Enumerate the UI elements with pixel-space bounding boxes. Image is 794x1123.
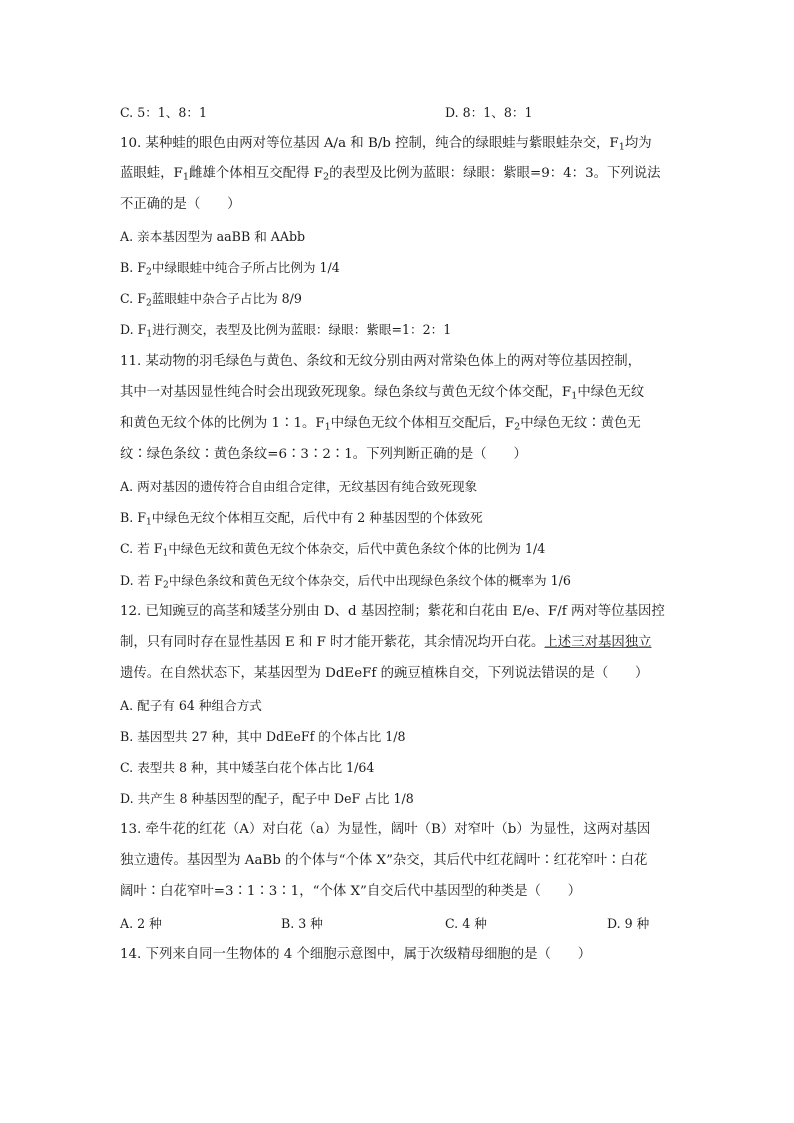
q12-stem-line-3: 遗传。在自然状态下，某基因型为 DdEeFf 的豌豆植株自交，下列说法错误的是（ ）	[120, 666, 649, 681]
q10-text: 蓝眼蛙，F	[120, 166, 183, 181]
q11-sub: 1	[324, 421, 331, 433]
q10-text: 蓝眼蛙中杂合子占比为 8/9	[151, 291, 302, 306]
q10-text: C. F	[120, 291, 146, 306]
q13-stem-line-3: 阔叶∶白花窄叶=3∶1∶3∶1，“个体 X”自交后代中基因型的种类是（ ）	[120, 884, 582, 899]
q10-text: 均为	[624, 136, 652, 151]
q10-option-a: A. 亲本基因型为 aaBB 和 AAbb	[120, 229, 306, 244]
q10-text: B. F	[120, 260, 146, 275]
q10-sub: 1	[146, 329, 153, 340]
q13-option-a: A. 2 种	[120, 916, 162, 931]
q9-option-d: D. 8：1、8：1	[445, 105, 533, 120]
q10-text: 的表型及比例为蓝眼：绿眼：紫眼=9：4：3。下列说法	[329, 166, 661, 181]
q11-sub: 1	[571, 390, 578, 402]
q10-sub: 1	[618, 141, 625, 153]
q10-stem-line-1	[120, 134, 680, 154]
q10-text: 中绿眼蛙中纯合子所占比例为 1/4	[151, 260, 340, 275]
q13-stem-line-1: 13. 牵牛花的红花（A）对白花（a）为显性，阔叶（B）对窄叶（b）为显性，这两对基因	[120, 822, 651, 837]
q11-text: 中绿色无纹和黄色无纹个体杂交，后代中黄色条纹个体的比例为 1/4	[168, 541, 546, 556]
q10-text: 10. 某种蛙的眼色由两对等位基因 A/a 和 B/b 控制，纯合的绿眼蛙与紫眼蛙杂交，F	[120, 136, 619, 151]
q11-sub: 1	[146, 517, 152, 528]
q12-option-b: B. 基因型共 27 种，其中 DdEeFf 的个体占比 1/8	[120, 729, 406, 744]
q11-stem-line-2	[120, 383, 680, 403]
q10-sub: 2	[146, 267, 152, 278]
q10-option-d	[120, 320, 680, 340]
q12-stem-line-2	[120, 633, 680, 653]
q11-text: 中绿色条纹和黄色无纹个体杂交，后代中出现绿色条纹个体的概率为 1/6	[168, 573, 571, 588]
q13-option-b: B. 3 种	[281, 916, 323, 931]
q10-text: 进行测交，表型及比例为蓝眼：绿眼：紫眼=1：2：1	[152, 322, 452, 337]
q11-text: 中绿色无纹个体相互交配后，F	[330, 416, 515, 431]
q9-option-c: C. 5：1、8：1	[120, 105, 208, 120]
q12-stem-line-1: 12. 已知豌豆的高茎和矮茎分别由 D、d 基因控制；紫花和白花由 E/e、F/f 两对等位基因控	[120, 604, 665, 619]
q12-option-d: D. 共产生 8 种基因型的配子，配子中 DeF 占比 1/8	[120, 791, 414, 806]
q11-text: 中绿色无纹	[577, 385, 645, 400]
q13-option-c: C. 4 种	[445, 916, 487, 931]
q13-option-d: D. 9 种	[607, 916, 650, 931]
q12-option-c: C. 表型共 8 种，其中矮茎白花个体占比 1/64	[120, 760, 375, 775]
q11-stem-line-4: 纹∶绿色条纹∶黄色条纹=6∶3∶2∶1。下列判断正确的是（ ）	[120, 447, 527, 462]
q11-text: B. F	[120, 510, 146, 525]
q11-sub: 2	[163, 580, 169, 591]
q11-text: C. 若 F	[120, 541, 163, 556]
q11-text: 其中一对基因显性纯合时会出现致死现象。绿色条纹与黄色无纹个体交配，F	[120, 385, 572, 400]
q11-text: 中绿色无纹个体相互交配，后代中有 2 种基因型的个体致死	[151, 510, 483, 525]
q14-stem-line-1: 14. 下列来自同一生物体的 4 个细胞示意图中，属于次级精母细胞的是（ ）	[120, 947, 592, 962]
q10-sub: 2	[145, 298, 152, 309]
q10-option-c	[120, 289, 680, 309]
q11-option-d	[120, 571, 680, 591]
q11-sub: 1	[162, 548, 169, 559]
q13-stem-line-2: 独立遗传。基因型为 AaBb 的个体与“个体 X”杂交，其后代中红花阔叶∶红花窄叶∶白花	[120, 853, 648, 868]
q11-option-c	[120, 539, 680, 559]
q12-underlined-text: 上述三对基因独立	[544, 635, 652, 650]
q10-stem-line-3: 不正确的是（ ）	[120, 197, 241, 212]
q10-sub: 2	[323, 171, 330, 183]
q11-stem-line-1: 11. 某动物的羽毛绿色与黄色、条纹和无纹分别由两对常染色体上的两对等位基因控制，	[120, 354, 642, 369]
q10-text: D. F	[120, 322, 147, 337]
q10-option-b	[120, 258, 680, 278]
q10-sub: 1	[182, 171, 189, 183]
q12-option-a: A. 配子有 64 种组合方式	[120, 698, 262, 713]
q11-sub: 2	[514, 421, 521, 433]
q11-option-b	[120, 508, 680, 528]
q11-option-a: A. 两对基因的遗传符合自由组合定律，无纹基因有纯合致死现象	[120, 479, 478, 494]
q11-text: D. 若 F	[120, 573, 163, 588]
q12-text: 制，只有同时存在显性基因 E 和 F 时才能开紫花，其余情况均开白花。	[120, 635, 545, 650]
q10-stem-line-2	[120, 164, 680, 184]
q11-stem-line-3	[120, 414, 680, 434]
q11-text: 中绿色无纹∶黄色无	[520, 416, 641, 431]
q10-text: 雌雄个体相互交配得 F	[188, 166, 324, 181]
q11-text: 和黄色无纹个体的比例为 1∶1。F	[120, 416, 325, 431]
